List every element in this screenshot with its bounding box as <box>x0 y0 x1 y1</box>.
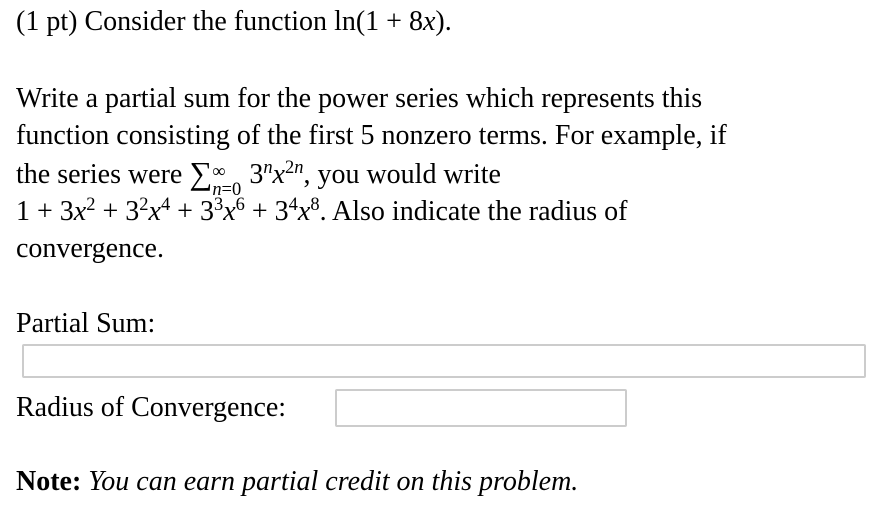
example-series-term: $3^nx^{2n}$ <box>249 156 304 190</box>
paragraph-line <box>16 193 727 230</box>
paragraph-line <box>16 154 727 199</box>
paragraph-line: convergence. <box>16 233 164 264</box>
problem-header <box>16 4 452 40</box>
note-line <box>16 464 578 500</box>
paragraph-line: function consisting of the first 5 nonzero terms. For example, if <box>16 120 727 151</box>
sum-lower-limit: n=0 <box>212 179 242 199</box>
radius-input[interactable] <box>335 389 627 427</box>
series-prefix: the series were <box>16 159 183 190</box>
note-label: Note: <box>16 466 82 497</box>
function-expression: ln(1 + 8x). <box>334 6 452 37</box>
paragraph-line: Write a partial sum for the power series which represents this <box>16 83 703 114</box>
problem-paragraph <box>16 80 727 267</box>
note-text: You can earn partial credit on this problem. <box>88 466 579 497</box>
summation-limits <box>212 161 242 199</box>
partial-sum-label: Partial Sum: <box>16 308 156 339</box>
sum-upper-limit: ∞ <box>212 161 226 181</box>
example-expansion: $1 + 3x^2 + 3^2x^4 + 3^3x^6 + 3^4x^8$ <box>16 193 320 227</box>
summation-symbol: ∑ <box>189 155 213 191</box>
partial-sum-input[interactable] <box>22 344 866 378</box>
radius-label: Radius of Convergence: <box>16 392 287 423</box>
series-suffix: , you would write <box>303 159 501 190</box>
expansion-suffix: . Also indicate the radius of <box>319 196 628 227</box>
intro-text: Consider the function <box>84 6 328 37</box>
points-label: (1 pt) <box>16 6 78 37</box>
